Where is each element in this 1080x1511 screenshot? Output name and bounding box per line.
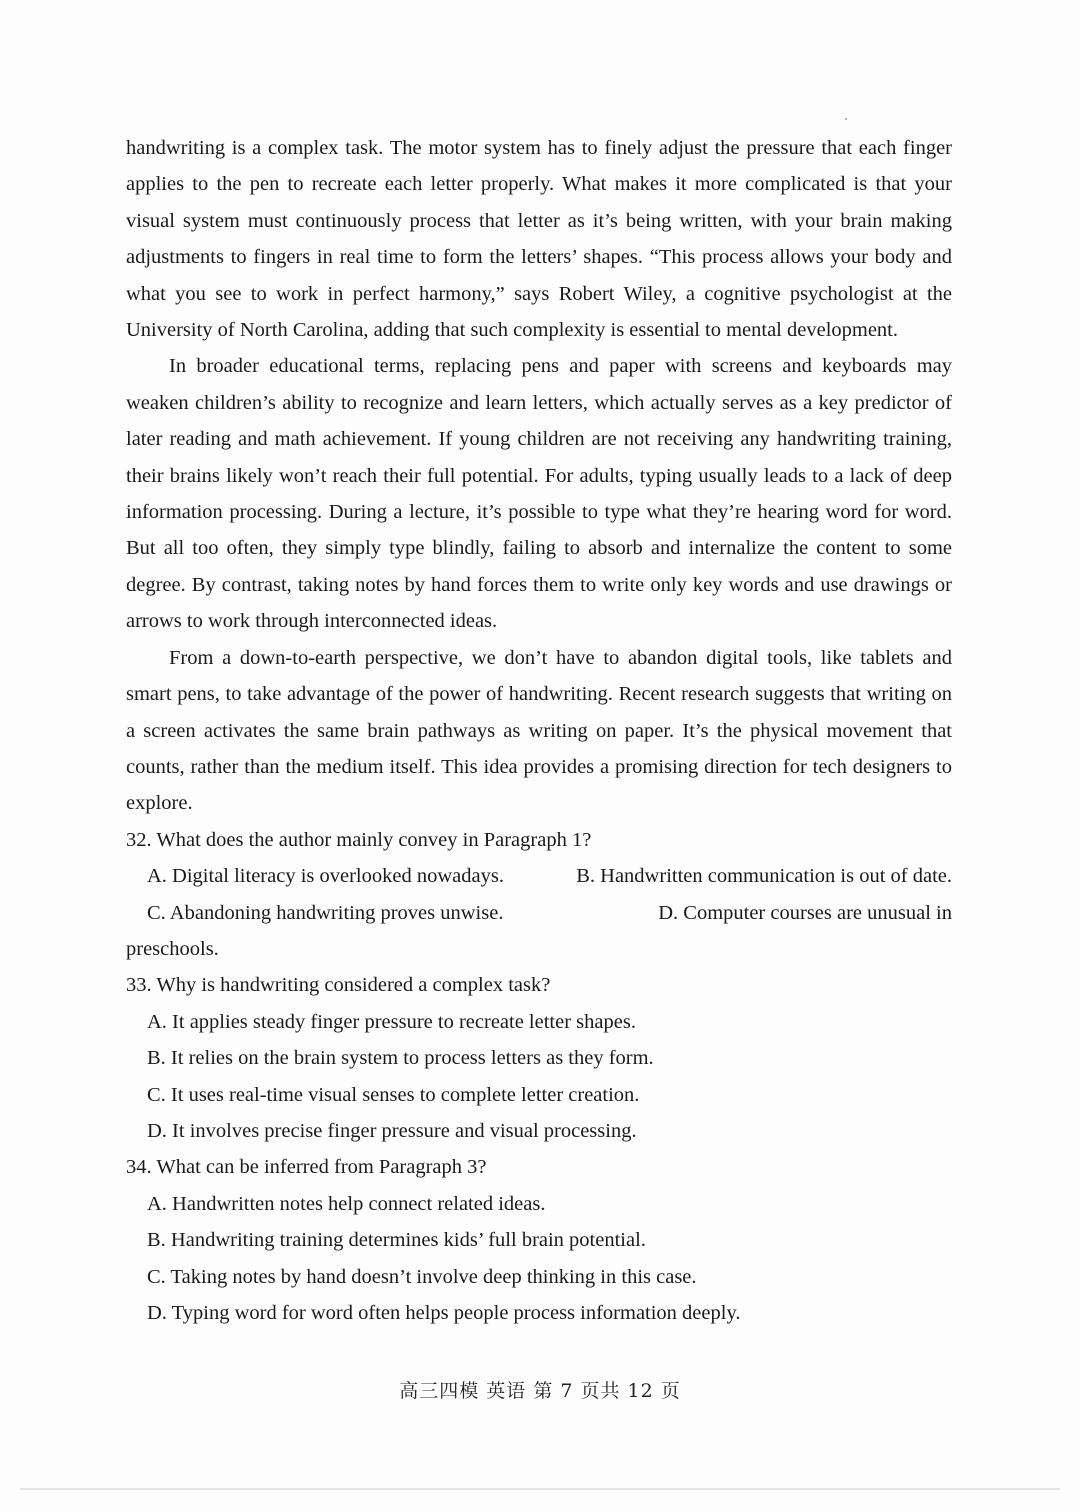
option-b: B. Handwriting training determines kids’ full brain potential. [147, 1229, 646, 1252]
option-b: B. It relies on the brain system to process letters as they form. [147, 1047, 654, 1070]
option-a: A. It applies steady finger pressure to recreate letter shapes. [147, 1010, 636, 1033]
option-row [126, 858, 952, 894]
passage-paragraph-1: handwriting is a complex task. The motor system has to finely adjust the pressure that each finger applies to the pen to recreate each letter properly. What makes it more complicated is that your visual system must continuously process that letter as it’s being written, with your brain making adjustments to fingers in real time to form the letters’ shapes. “This process allows your body and what you see to work in perfect harmony,” says Robert Wiley, a cognitive psychologist at the University of North Carolina, adding that such complexity is essential to mental development. [126, 137, 952, 342]
page-footer: 高三四模 英语 第 7 页共 12 页 [399, 1380, 681, 1402]
scan-speck [845, 118, 847, 120]
option-c: C. Abandoning handwriting proves unwise. [147, 901, 504, 924]
question-32 [126, 822, 952, 968]
option-d: D. Computer courses are unusual in [658, 901, 952, 924]
passage-paragraph-2: In broader educational terms, replacing pens and paper with screens and keyboards may weaken children’s ability to recognize and learn letters, which actually serves as a key predictor of later reading and math achievement. If young children are not receiving any handwriting training, their brains likely won’t reach their full potential. For adults, typing usually leads to a lack of deep information processing. During a lecture, it’s possible to type what they’re hearing word for word. But all too often, they simply type blindly, failing to absorb and internalize the content to some degree. By contrast, taking notes by hand forces them to write only key words and use drawings or arrows to work through interconnected ideas. [126, 355, 952, 633]
option-a: A. Digital literacy is overlooked nowadays. [147, 865, 504, 888]
exam-content [126, 130, 952, 1331]
passage-paragraph-3: From a down-to-earth perspective, we don’t have to abandon digital tools, like tablets and smart pens, to take advantage of the power of handwriting. Recent research suggests that writing on a screen activates the same brain pathways as writing on paper. It’s the physical movement that counts, rather than the medium itself. This idea provides a promising direction for tech designers to explore. [126, 646, 952, 815]
option-b: B. Handwritten communication is out of date. [576, 865, 952, 888]
question-34 [126, 1149, 952, 1331]
option-d-continuation: preschools. [126, 937, 219, 960]
option-d: D. Typing word for word often helps people process information deeply. [147, 1302, 741, 1324]
option-c: C. It uses real-time visual senses to complete letter creation. [147, 1083, 640, 1106]
option-row [126, 895, 952, 931]
question-stem: 33. Why is handwriting considered a complex task? [126, 974, 551, 997]
option-d: D. It involves precise finger pressure and visual processing. [147, 1119, 637, 1142]
bottom-divider [20, 1488, 1060, 1490]
question-stem: 34. What can be inferred from Paragraph 3? [126, 1156, 487, 1179]
question-stem: 32. What does the author mainly convey in Paragraph 1? [126, 828, 592, 851]
option-a: A. Handwritten notes help connect related ideas. [147, 1192, 546, 1215]
option-c: C. Taking notes by hand doesn’t involve deep thinking in this case. [147, 1265, 697, 1288]
question-33 [126, 967, 952, 1149]
